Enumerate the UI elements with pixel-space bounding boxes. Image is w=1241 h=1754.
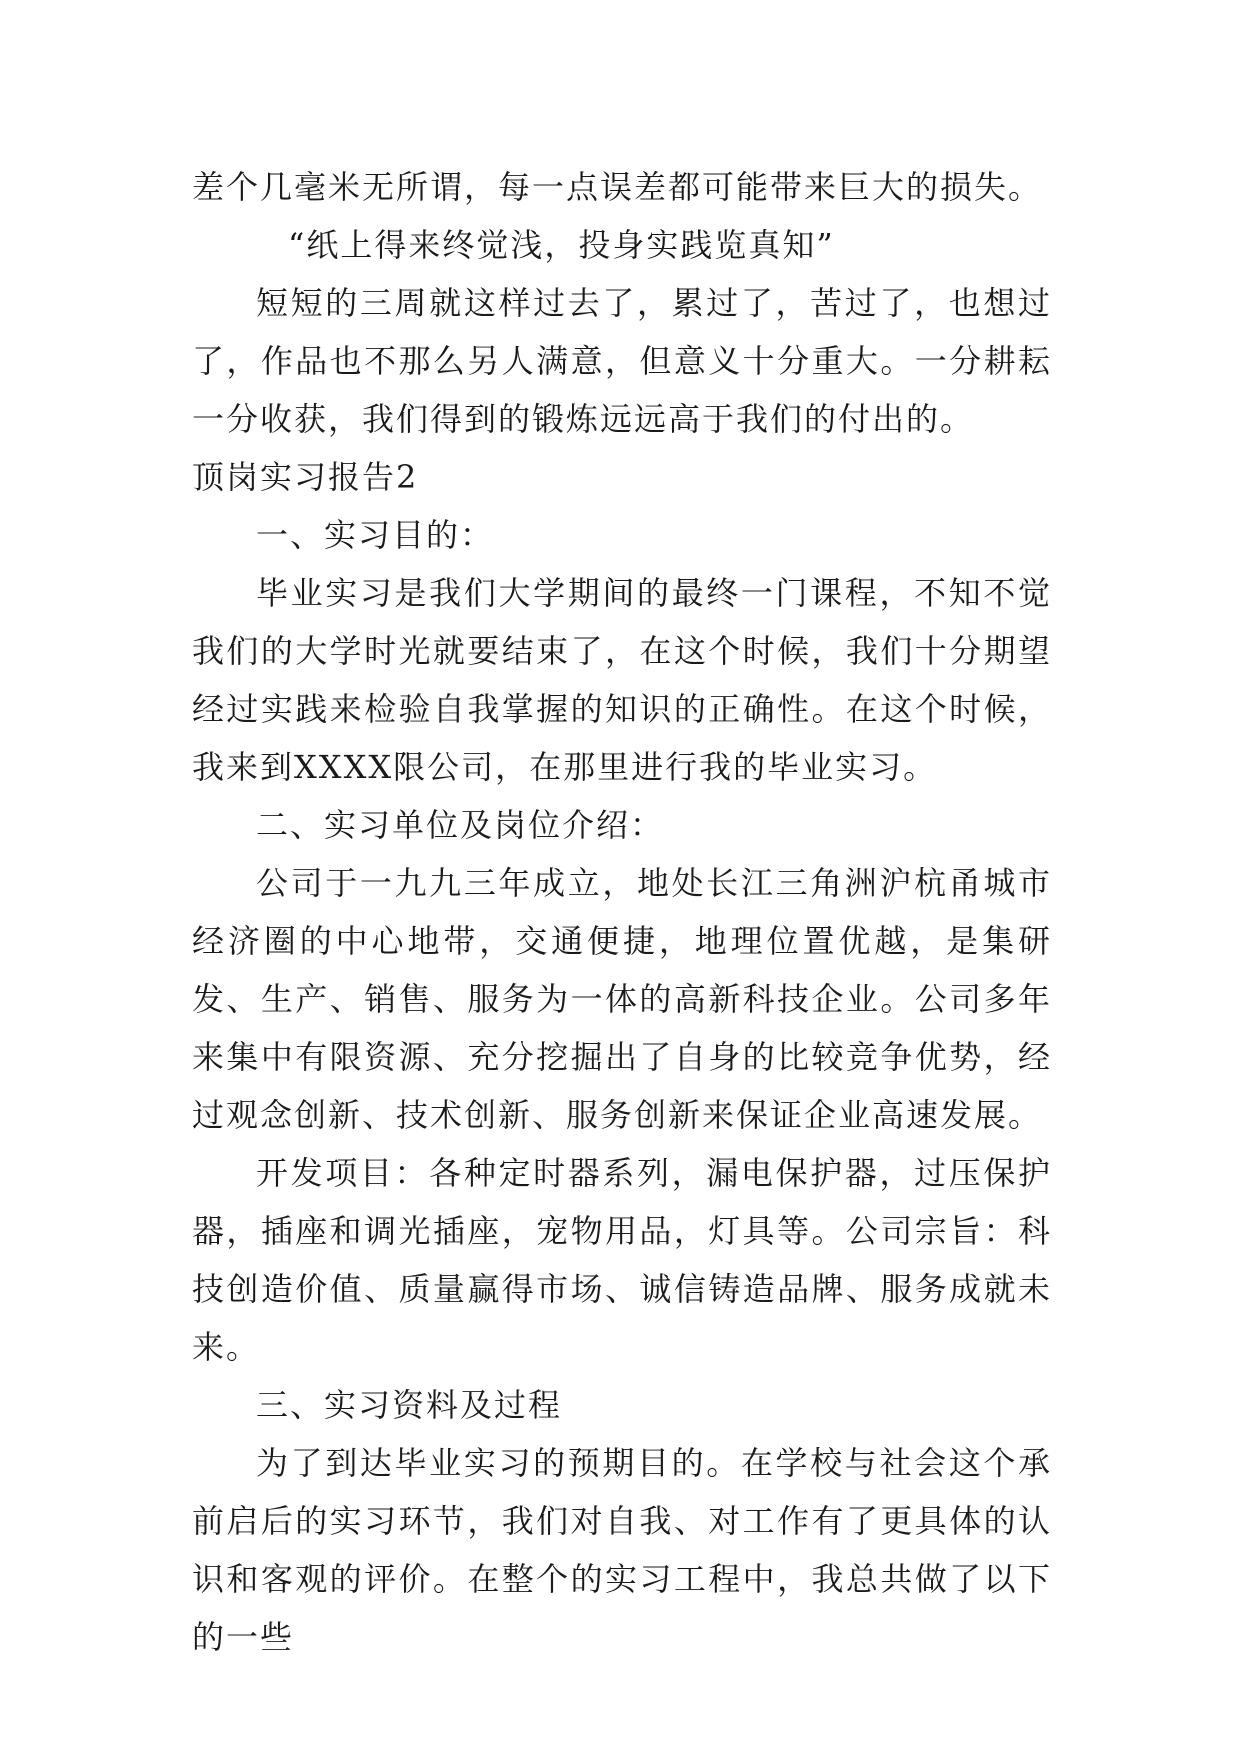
section-heading-purpose: 一、实习目的： bbox=[256, 516, 495, 554]
paragraph-company: 公司于一九九三年成立，地处长江三角洲沪杭甬城市经济圈的中心地带，交通便捷，地理位置优越，是集研发、生产、销售、服务为一体的高新科技企业。公司多年来集中有限资源、充分挖掘出了自身的比较竞争优势，经过观念创新、技术创新、服务创新来保证企业高速发展。 bbox=[192, 864, 1052, 1134]
paragraph-continuation: 差个几毫米无所谓，每一点误差都可能带来巨大的损失。 bbox=[192, 168, 1043, 206]
section-heading-company: 二、实习单位及岗位介绍： bbox=[256, 806, 665, 844]
document-body bbox=[192, 158, 1052, 1666]
paragraph-summary: 短短的三周就这样过去了，累过了，苦过了，也想过了，作品也不那么另人满意，但意义十分重大。一分耕耘一分收获，我们得到的锻炼远远高于我们的付出的。 bbox=[192, 284, 1052, 438]
section-heading-process: 三、实习资料及过程 bbox=[256, 1386, 563, 1424]
report-title: 顶岗实习报告2 bbox=[192, 458, 419, 496]
paragraph-projects: 开发项目：各种定时器系列，漏电保护器，过压保护器，插座和调光插座，宠物用品，灯具等。公司宗旨：科技创造价值、质量赢得市场、诚信铸造品牌、服务成就未来。 bbox=[192, 1154, 1052, 1366]
paragraph-purpose: 毕业实习是我们大学期间的最终一门课程，不知不觉我们的大学时光就要结束了，在这个时候，我们十分期望经过实践来检验自我掌握的知识的正确性。在这个时候，我来到XXXX限公司，在那里进行我的毕业实习。 bbox=[192, 574, 1052, 786]
paragraph-process: 为了到达毕业实习的预期目的。在学校与社会这个承前启后的实习环节，我们对自我、对工作有了更具体的认识和客观的评价。在整个的实习工程中，我总共做了以下的一些 bbox=[192, 1444, 1052, 1656]
quote-line: “纸上得来终觉浅，投身实践览真知” bbox=[288, 226, 835, 264]
